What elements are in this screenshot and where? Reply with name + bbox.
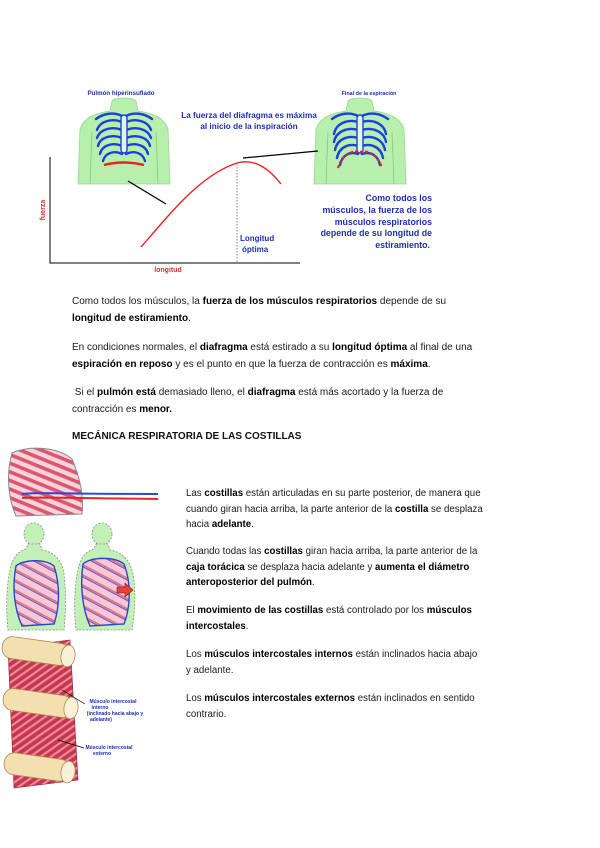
caption-max-force-line1: La fuerza del diafragma es máxima: [181, 111, 317, 120]
text-line: [186, 707, 475, 723]
force-length-figure: [0, 80, 460, 280]
text-line: [186, 691, 475, 707]
bold-run: fuerza de los músculos respiratorios: [202, 296, 378, 307]
optimal-length-label-line1: Longitud: [240, 234, 275, 243]
rib-lower-border-blue: [22, 493, 158, 494]
text-run: .: [188, 312, 191, 324]
axis-label-force: fuerza: [40, 199, 47, 221]
caption-max-force-line2: al inicio de la inspiración: [200, 122, 298, 131]
text-line: [186, 560, 477, 576]
paragraph-overfilled-lung: [72, 385, 443, 418]
label-internal-intercostal-line2: interno: [91, 705, 109, 711]
optimal-length-label-line2: óptima: [242, 245, 269, 254]
paragraph-rib-articulation: [186, 486, 483, 533]
text-run: depende de su: [377, 296, 447, 307]
bold-run: músculos: [426, 605, 472, 616]
bold-run: pulmón está: [97, 387, 156, 398]
caption-right-line5: estiramiento.: [375, 240, 430, 250]
ribcage-outline: [9, 448, 83, 516]
text-run: están inclinados en sentido: [355, 693, 475, 704]
body-profile-rest-illustration: [7, 523, 66, 630]
bold-run: diafragma: [199, 342, 248, 353]
text-line: [186, 502, 483, 518]
text-run: .: [427, 358, 431, 370]
label-external-intercostal-line1: Músculo intercostal: [85, 745, 133, 751]
bold-run: máxima: [390, 358, 428, 370]
bold-run: caja torácica: [186, 561, 245, 573]
rib-mechanics-illustrations: [0, 445, 170, 790]
text-line: [186, 603, 472, 619]
bold-run: aumenta el diámetro: [375, 561, 470, 573]
text-run: Los: [186, 693, 205, 704]
axis-label-length: longitud: [154, 267, 182, 274]
torso-hyperinflated-illustration: [78, 98, 170, 184]
label-hyperinflated-lung: Pulmón hiperinsuflado: [87, 90, 155, 97]
text-line: [186, 544, 477, 560]
paragraph-optimal-length: [72, 340, 472, 373]
bold-run: movimiento de las costillas: [197, 605, 324, 616]
connector-line-right: [243, 151, 318, 158]
bold-run: longitud óptima: [332, 342, 408, 353]
text-run: El: [186, 605, 198, 616]
bold-run: costilla: [394, 503, 429, 515]
text-run: giran hacia arriba, la parte anterior de la: [302, 546, 478, 557]
text-run: Si el: [72, 387, 98, 398]
text-run: Como todos los músculos, la: [72, 296, 203, 307]
paragraph-rib-movement: [186, 603, 472, 634]
text-run: está estirado a su: [247, 342, 333, 353]
text-run: En condiciones normales, el: [72, 342, 200, 353]
paragraph-internal-intercostals: [186, 647, 477, 678]
bold-run: músculos intercostales internos: [204, 649, 353, 660]
text-run: .: [311, 577, 315, 589]
bold-run: músculos intercostales externos: [204, 693, 356, 704]
text-run: y es el punto en que la fuerza de contracción es: [172, 358, 391, 370]
text-run: Cuando todas las: [186, 546, 265, 557]
text-run: .: [245, 620, 249, 632]
bold-run: diafragma: [247, 387, 296, 398]
torso-end-expiration-illustration: [314, 98, 406, 184]
text-line: [186, 517, 483, 533]
text-run: Las: [186, 488, 205, 499]
text-run: contrario.: [186, 708, 227, 720]
intercostal-muscles-illustration: [1, 635, 144, 788]
text-line: [72, 385, 443, 402]
bold-run: costillas: [204, 488, 244, 499]
sternum: [121, 115, 127, 153]
ribcage-side-illustration: [9, 448, 158, 516]
paragraph-external-intercostals: [186, 691, 475, 722]
text-run: están inclinados hacia abajo: [352, 649, 478, 660]
text-line: [72, 311, 446, 328]
text-line: [72, 402, 443, 419]
paragraph-muscle-length: [72, 294, 446, 327]
bold-run: anteroposterior del pulmón: [186, 577, 312, 589]
text-run: contracción es: [72, 403, 140, 415]
section-heading: MECÁNICA RESPIRATORIA DE LAS COSTILLAS: [72, 431, 302, 442]
label-internal-intercostal-line4: adelante): [90, 717, 112, 723]
caption-right-line2: músculos, la fuerza de los: [322, 205, 432, 215]
paragraph-thoracic-cage: [186, 544, 477, 591]
text-run: .: [251, 519, 254, 531]
label-end-expiration: Final de la espiración: [341, 91, 397, 97]
text-run: cuando giran hacia arriba, la parte anterior de la: [186, 503, 395, 515]
text-run: se desplaza: [428, 503, 483, 515]
head: [24, 523, 44, 545]
caption-right-line1: Como todos los: [365, 193, 432, 203]
text-run: hacia: [186, 519, 212, 531]
bold-run: adelante: [211, 519, 252, 531]
text-run: está más acortado y la fuerza de: [295, 387, 444, 398]
text-line: [186, 575, 477, 591]
text-run: se desplaza hacia adelante y: [244, 561, 376, 573]
caption-right-line3: músculos respiratorios: [334, 217, 432, 227]
body-profile-inspiration-illustration: [75, 523, 135, 630]
text-run: está controlado por los: [323, 605, 427, 616]
bold-run: intercostales: [186, 620, 246, 632]
bold-run: menor.: [139, 403, 173, 415]
ribcage: [14, 561, 59, 626]
text-run: Los: [186, 649, 205, 660]
sternum: [357, 115, 363, 153]
text-line: [72, 357, 472, 374]
text-line: [186, 663, 477, 679]
text-line: [186, 647, 477, 663]
text-line: [72, 294, 446, 311]
text-line: [72, 340, 472, 357]
text-run: están articuladas en su parte posterior, de manera que: [243, 488, 481, 499]
text-run: al final de una: [407, 342, 473, 353]
text-run: y adelante.: [186, 664, 234, 676]
label-external-intercostal-line2: externo: [92, 751, 112, 757]
connector-line-left: [128, 181, 166, 204]
bold-run: longitud de estiramiento: [72, 312, 189, 324]
bold-run: costillas: [264, 546, 303, 557]
caption-right-line4: depende de su longitud de: [320, 228, 432, 238]
text-run: demasiado lleno, el: [155, 387, 248, 398]
bold-run: espiración en reposo: [72, 358, 173, 370]
text-line: [186, 619, 472, 635]
text-line: [186, 486, 483, 502]
label-internal-intercostal-line1: Músculo intercostal: [89, 699, 137, 705]
label-internal-intercostal-line3: (inclinado hacia abajo y: [86, 711, 144, 717]
head: [92, 523, 112, 545]
